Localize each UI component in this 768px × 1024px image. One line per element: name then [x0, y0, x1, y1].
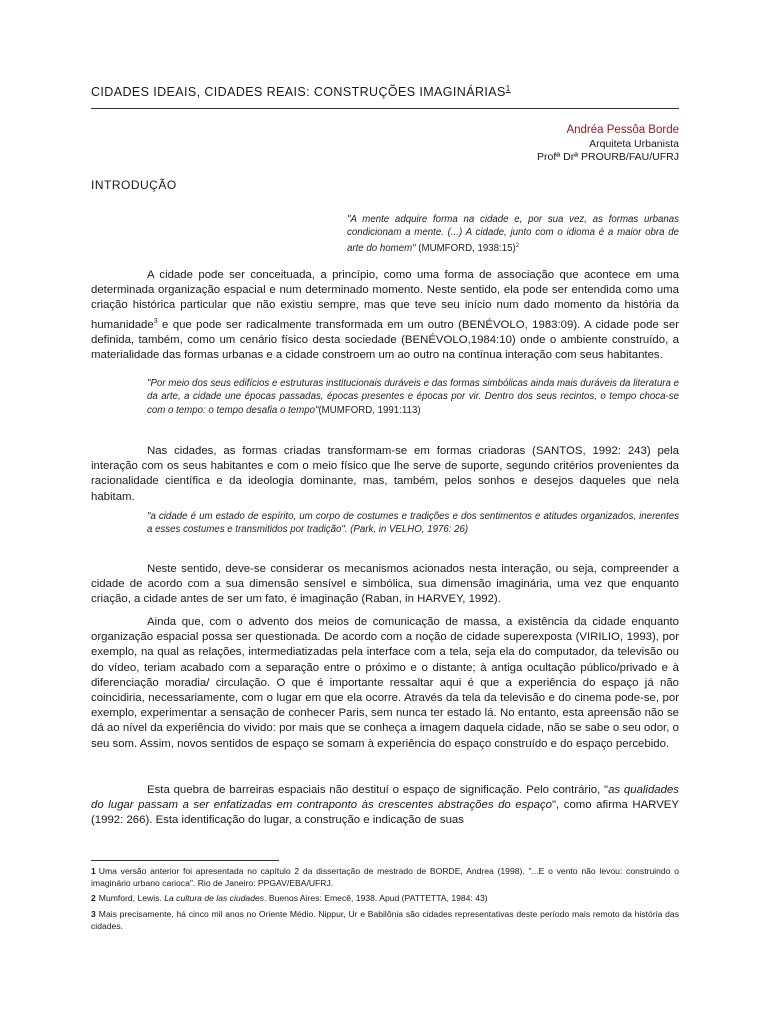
footnote-text-b: . Buenos Aires: Emecê, 1938. Apud (PATTETTA, 1984: 43) — [264, 893, 488, 903]
footnote-2 — [91, 893, 679, 905]
footnote-book-title: La cultura de las ciudades — [164, 893, 265, 903]
footnote-text: Uma versão anterior foi apresentada no capítulo 2 da dissertação de mestrado de BORDE, Andrea (1998). "...E o vento não levou: construindo o imaginário urbano carioca". Rio de Janeiro: PPGAV/EBA/UFRJ. — [91, 866, 679, 888]
quote-footnote-marker[interactable]: 2 — [515, 242, 520, 249]
footnote-text: Mais precisamente, há cinco mil anos no Oriente Médio. Nippur, Ur e Babilônia são cidades representativas deste período mais remoto da história das cidades. — [91, 909, 679, 931]
footnote-number: 2 — [91, 893, 96, 903]
quote-citation: (MUMFORD, 1991:113) — [318, 404, 421, 416]
paragraph-1-text-a: A cidade pode ser conceituada, a princípio, como uma forma de associação que acontece em uma determinada organização espacial e num determinado momento. Neste sentido, ela pode ser entendida como uma criação histórica particular que não existiu sempre, mas que teve seu início num dado momento da história da humanidade — [91, 269, 679, 331]
paragraph-5 — [91, 783, 679, 829]
quote-text: "Por meio dos seus edifícios e estruturas institucionais duráveis e das formas simbólicas ainda mais duráveis da literatura e da arte, a cidade une épocas passadas, épocas presentes e épocas por vir. Dentro dos seus recintos, o tempo choca-se com o tempo: o tempo desafia o tempo" — [147, 378, 679, 416]
quote-citation: (MUMFORD, 1938:15) — [415, 243, 516, 255]
paragraph-1-footnote-marker[interactable]: 3 — [153, 317, 158, 325]
block-quote-mumford — [147, 377, 679, 417]
epigraph-quote — [347, 213, 679, 255]
footnote-3 — [91, 909, 679, 932]
footnote-1 — [91, 866, 679, 889]
block-quote-park — [147, 510, 679, 537]
author-name: Andréa Pessôa Borde — [566, 124, 679, 136]
footnote-number: 1 — [91, 866, 96, 876]
paragraph-2: Nas cidades, as formas criadas transformam-se em formas criadoras (SANTOS, 1992: 243) pela interação com os seus habitantes e com o meio físico que lhe serve de suporte, segundo critérios provenientes da racionalidade científica e da ideologia dominante, mas, também, pelos sonhos e desejos daqueles que nela habitam. — [91, 445, 679, 503]
paper-title — [91, 84, 511, 99]
footnote-divider — [91, 860, 279, 861]
quote-text: "a cidade é um estado de espírito, um corpo de costumes e tradições e dos sentimentos e atitudes organizados, inerentes a esses costumes e transmitidos por tradição". (Park, in VELHO, 1976: 26) — [147, 511, 679, 536]
paragraph-4: Ainda que, com o advento dos meios de comunicação de massa, a existência da cidade enquanto organização espacial possa ser questionada. De acordo com a noção de cidade superexposta (VIRILIO, 1993), por exemplo, na qual as relações, intermediatizadas pela interface com a tela, seja ela do computador, da televisão ou do vídeo, teriam acabado com a separação entre o próximo e o distante; à antiga ocultação público/privado e à diferenciação moradia/ circulação. O que é importante ressaltar aqui é que a experiência do espaço já não coincidiria, necessariamente, com o lugar em que ela ocorre. Através da tela da televisão e do cinema pode-se, por exemplo, experimentar a sensação de conhecer Paris, sem nunca ter estado lá. No entanto, esta apreensão não se dá ao nível da experiência do vivido: por mais que se conheça a imagem daquela cidade, não se sabe o seu odor, o seu som. Assim, novos sentidos de espaço se somam à experiência do espaço construído e do espaço percebido. — [91, 616, 679, 750]
paper-title-text: CIDADES IDEAIS, CIDADES REAIS: CONSTRUÇÕES IMAGINÁRIAS — [91, 85, 506, 100]
title-footnote-marker[interactable]: 1 — [505, 84, 511, 93]
author-block — [537, 124, 679, 164]
author-affiliation: Profª Drª PROURB/FAU/UFRJ — [537, 151, 679, 163]
paragraph-5-text-b: ", como afirma HARVEY (1992: 266). Esta identificação do lugar, a construção e indicação de suas — [91, 799, 679, 827]
paragraph-5-text-a: Esta quebra de barreiras espaciais não destituí o espaço de significação. Pelo contrário, " — [147, 784, 609, 796]
author-role: Arquiteta Urbanista — [589, 138, 679, 150]
paragraph-1 — [91, 268, 679, 363]
section-heading: INTRODUÇÃO — [91, 178, 177, 192]
quote-text: "A mente adquire forma na cidade e, por sua vez, as formas urbanas condicionam a mente. (...) A cidade, junto com o idioma é a maior obra de arte do homem" — [347, 214, 679, 255]
paragraph-3: Neste sentido, deve-se considerar os mecanismos acionados nesta interação, ou seja, compreender a cidade de acordo com a sua dimensão sensível e simbólica, sua dimensão imaginária, uma vez que enquanto criação, a cidade antes de ser um fato, é imaginação (Raban, in HARVEY, 1992). — [91, 563, 679, 606]
title-divider — [91, 108, 679, 109]
paragraph-1-text-b: e que pode ser radicalmente transformada em um outro (BENÉVOLO, 1983:09). A cidade pode ser definida, também, como um cenário físico desta sociedade (BENÉVOLO,1984:10) onde o ambiente construído, a materialidade das formas urbanas e a cidade constroem um ao outro na contínua interação com seus habitantes. — [91, 318, 679, 361]
footnote-text-a: Mumford, Lewis. — [98, 893, 165, 903]
paragraph-5-emphasis: as qualidades do lugar passam a ser enfatizadas em contraponto às crescentes abstrações do espaço — [91, 784, 679, 812]
footnote-number: 3 — [91, 909, 96, 919]
